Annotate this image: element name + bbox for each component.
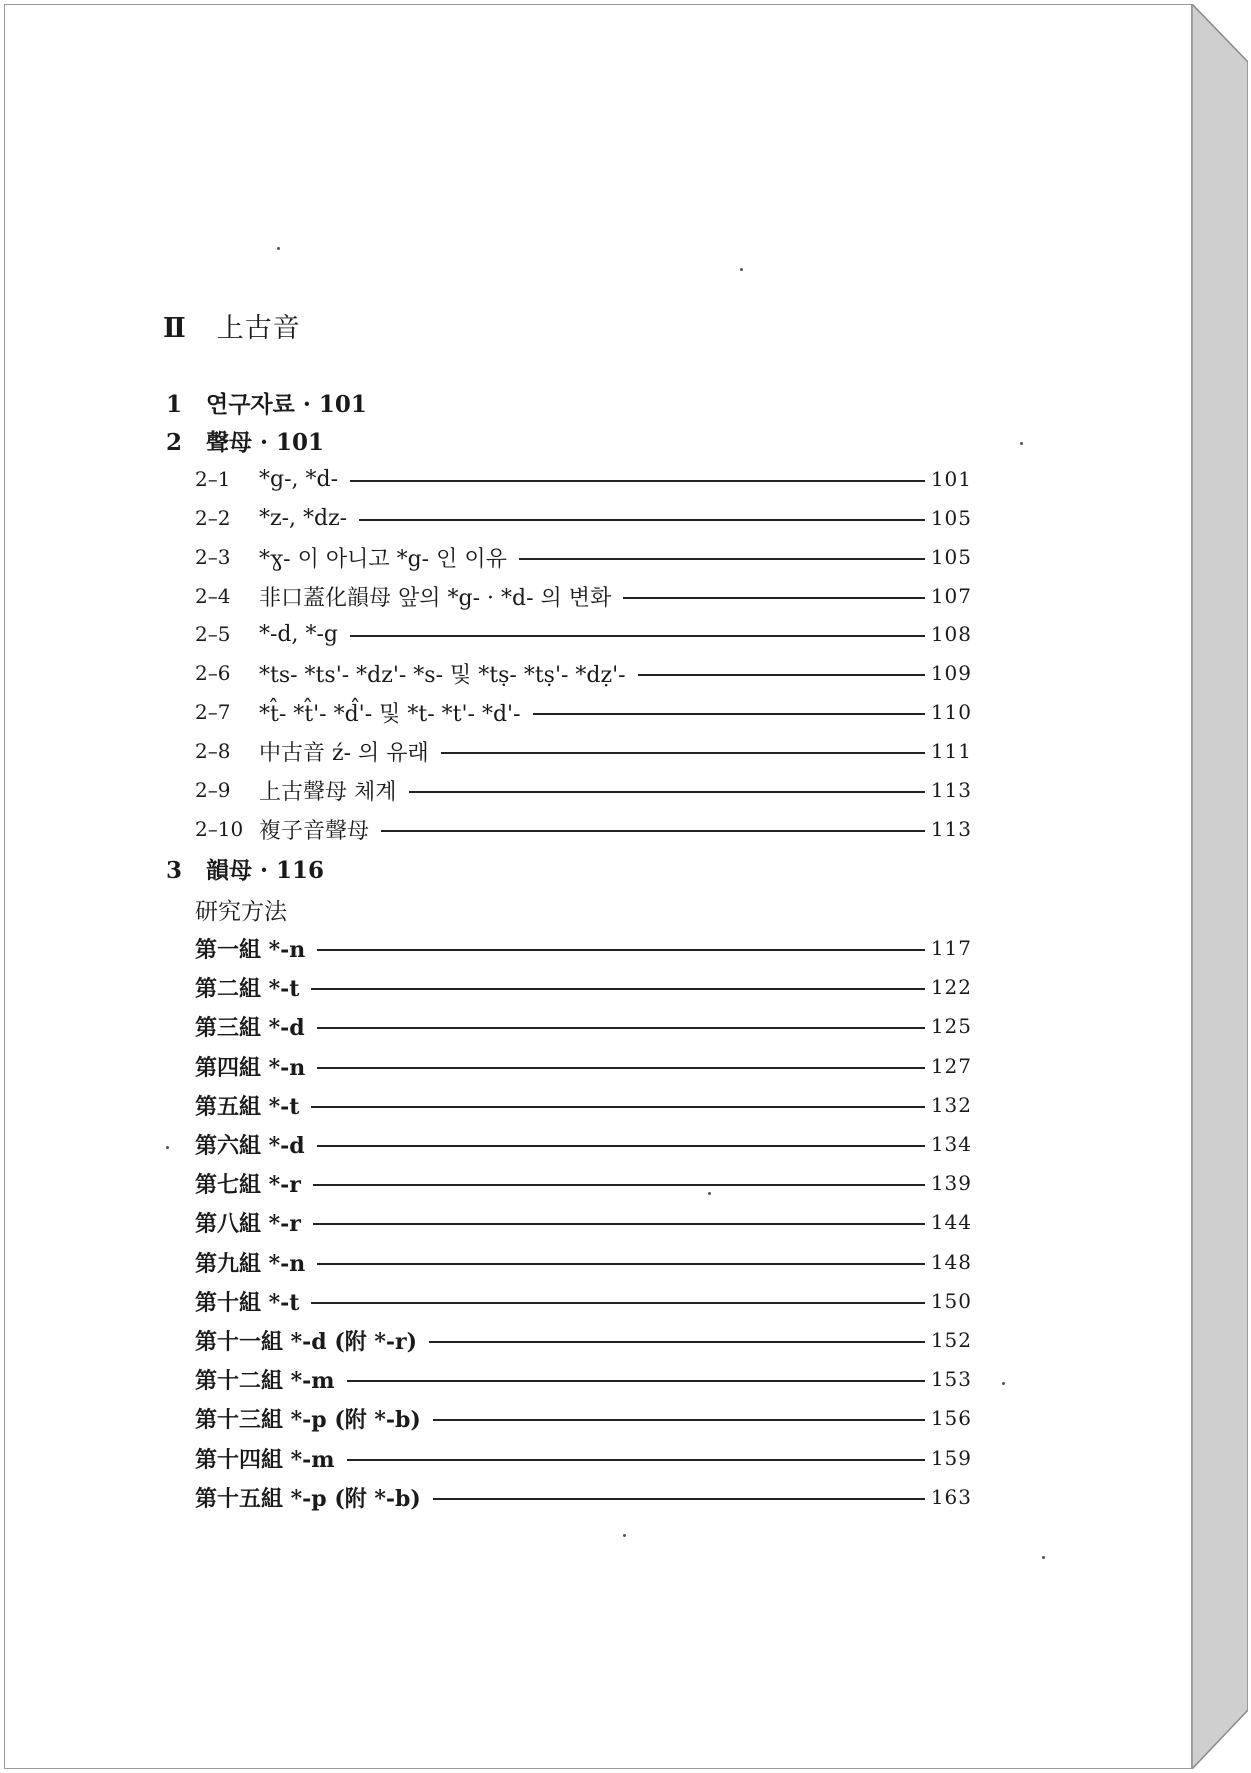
entry-page: 101: [930, 467, 972, 491]
entry-page: 134: [930, 1132, 972, 1156]
section-number: 3: [166, 857, 183, 884]
entry-page: 148: [930, 1250, 972, 1274]
dot-leader: [313, 1184, 925, 1186]
toc-entry: [195, 619, 972, 649]
entry-title: 中古音 ź- 의 유래: [259, 740, 429, 766]
entry-page: 113: [930, 778, 972, 802]
entry-title: *g-, *d-: [259, 466, 339, 492]
dot-leader: [311, 1106, 924, 1108]
entry-title: 第七組 *-r: [195, 1171, 301, 1198]
entry-title: 第十組 *-t: [195, 1289, 300, 1316]
dot-leader: [350, 480, 925, 482]
dot-leader: [317, 1145, 925, 1147]
toc-entry: [195, 1443, 972, 1473]
toc-entry: [195, 581, 972, 611]
toc-entry: [195, 1403, 972, 1433]
entry-title: 第三組 *-d: [195, 1014, 305, 1041]
entry-page: 105: [930, 545, 972, 569]
entry-page: 110: [930, 700, 972, 724]
entry-title: 第十五組 *-p (附 *-b): [195, 1485, 421, 1512]
entry-title: *-d, *-g: [259, 621, 339, 647]
dot-leader: [433, 1498, 925, 1500]
toc-entry: [195, 775, 972, 805]
entry-number: 2–1: [195, 467, 231, 491]
toc-entry: [195, 1051, 972, 1081]
entry-page: 111: [930, 739, 972, 763]
section-heading: [166, 852, 324, 885]
entry-number: 2–3: [195, 545, 231, 569]
dot-leader: [409, 791, 925, 793]
entry-title: 第十一組 *-d (附 *-r): [195, 1328, 418, 1355]
dot-leader: [533, 713, 925, 715]
entry-title: 第五組 *-t: [195, 1093, 300, 1120]
toc-entry: [195, 1129, 972, 1159]
entry-title: *z-, *dz-: [259, 505, 348, 531]
entry-page: 122: [930, 975, 972, 999]
entry-title: 非口蓋化韻母 앞의 *g- · *d- 의 변화: [259, 585, 612, 611]
dot-leader: [317, 1067, 925, 1069]
speck: [1042, 1556, 1045, 1559]
speck: [623, 1534, 626, 1537]
speck: [277, 247, 280, 250]
dot-leader: [317, 949, 925, 951]
toc-entry: [195, 1011, 972, 1041]
dot-leader: [347, 1459, 925, 1461]
entry-page: 156: [930, 1406, 972, 1430]
entry-title: 第十四組 *-m: [195, 1446, 335, 1473]
entry-title: *ts- *ts'- *dz'- *s- 및 *tṣ- *tṣ'- *dẓ'-: [259, 662, 626, 688]
entry-title: *ɣ- 이 아니고 *g- 인 이유: [259, 546, 507, 572]
section-heading: [166, 386, 367, 419]
toc-entry: [195, 1482, 972, 1512]
toc-entry: [195, 1286, 972, 1316]
entry-title: 第二組 *-t: [195, 975, 300, 1002]
toc-entry: [195, 464, 972, 494]
speck: [740, 268, 743, 271]
dot-leader: [350, 635, 925, 637]
section-number: 2: [166, 429, 183, 456]
section-heading: [166, 424, 324, 457]
toc-entry: [195, 542, 972, 572]
entry-page: 117: [930, 936, 972, 960]
entry-title: 第九組 *-n: [195, 1250, 306, 1277]
toc-entry: [195, 697, 972, 727]
dot-leader: [429, 1341, 925, 1343]
entry-title: 第一組 *-n: [195, 936, 306, 963]
toc-entry: [195, 1247, 972, 1277]
entry-page: 125: [930, 1014, 972, 1038]
section-title: 聲母 · 101: [206, 429, 325, 456]
speck: [708, 1192, 711, 1195]
entry-number: 2–4: [195, 584, 231, 608]
entry-title: 第四組 *-n: [195, 1054, 306, 1081]
entry-page: 113: [930, 817, 972, 841]
entry-page: 152: [930, 1328, 972, 1352]
toc-entry: [195, 972, 972, 1002]
entry-page: 132: [930, 1093, 972, 1117]
dot-leader: [317, 1263, 925, 1265]
section-number: 1: [166, 391, 183, 418]
speck: [1020, 442, 1023, 445]
entry-number: 2–2: [195, 506, 231, 530]
dot-leader: [311, 988, 924, 990]
entry-page: 163: [930, 1485, 972, 1509]
toc-entry: [195, 658, 972, 688]
dot-leader: [347, 1380, 925, 1382]
entry-page: 153: [930, 1367, 972, 1391]
speck: [1002, 1382, 1005, 1385]
entry-title: *t̂- *t̂'- *d̂'- 및 *t- *t'- *d'-: [259, 701, 521, 727]
entry-number: 2–9: [195, 778, 231, 802]
part-title: 上古音: [216, 313, 301, 344]
dot-leader: [638, 674, 925, 676]
part-number: Ⅱ: [163, 313, 187, 344]
speck: [166, 1146, 169, 1149]
section-title: 韻母 · 116: [206, 857, 325, 884]
dot-leader: [313, 1223, 925, 1225]
toc-entry: [195, 736, 972, 766]
entry-title: 上古聲母 체계: [259, 779, 397, 805]
dot-leader: [311, 1302, 924, 1304]
entry-number: 2–7: [195, 700, 231, 724]
toc-entry: [195, 503, 972, 533]
toc-entry: [195, 814, 972, 844]
entry-page: 109: [930, 661, 972, 685]
entry-number: 2–8: [195, 739, 231, 763]
entry-page: 144: [930, 1210, 972, 1234]
toc-entry: [195, 933, 972, 963]
entry-title: 複子音聲母: [259, 818, 370, 844]
entry-title: 第八組 *-r: [195, 1210, 301, 1237]
entry-page: 159: [930, 1446, 972, 1470]
subheading: 研究方法: [195, 899, 287, 925]
entry-title: 第六組 *-d: [195, 1132, 305, 1159]
dot-leader: [381, 830, 925, 832]
dot-leader: [317, 1027, 925, 1029]
entry-title: 第十三組 *-p (附 *-b): [195, 1406, 421, 1433]
entry-number: 2–10: [195, 817, 244, 841]
dot-leader: [519, 558, 925, 560]
part-heading: [163, 306, 301, 345]
entry-number: 2–6: [195, 661, 231, 685]
entry-page: 150: [930, 1289, 972, 1313]
entry-page: 107: [930, 584, 972, 608]
entry-title: 第十二組 *-m: [195, 1367, 335, 1394]
toc-entry: [195, 1090, 972, 1120]
toc-entry: [195, 1168, 972, 1198]
dot-leader: [359, 519, 925, 521]
entry-page: 108: [930, 622, 972, 646]
toc-entry: [195, 1364, 972, 1394]
toc-entry: [195, 1325, 972, 1355]
entry-page: 127: [930, 1054, 972, 1078]
dot-leader: [433, 1419, 925, 1421]
entry-number: 2–5: [195, 622, 231, 646]
dot-leader: [441, 752, 925, 754]
toc-entry: [195, 1207, 972, 1237]
section-title: 연구자료 · 101: [206, 391, 367, 418]
entry-page: 105: [930, 506, 972, 530]
page-edge: [1192, 4, 1248, 1769]
entry-page: 139: [930, 1171, 972, 1195]
dot-leader: [623, 597, 925, 599]
